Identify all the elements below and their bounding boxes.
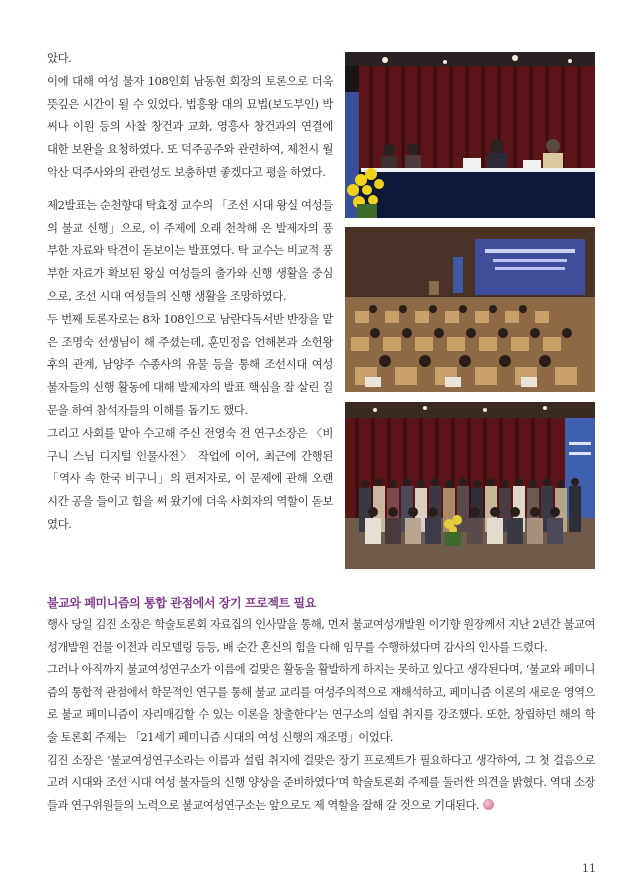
left-paragraph-2: 제2발표는 순천향대 탁효정 교수의 「조선 시대 왕실 여성들의 불교 신행」으로, 이 주제에 오래 천착해 온 발제자의 풍부한 자료와 탁견이 돋보이는 발표였다. 탁 교수는 비교적 풍부한 자료가 확보된 왕실 여성들의 출가와 신행 생활을 중심으로, 조선 시대 여성들의 신행 생활을 조망하였다. 두 번째 토론자로는 8차 108인으로 남란다독서반 반장을 맡은 조명숙 선생님이 해 주셨는데, 훈민정음 언해본과 소헌왕후의 관계, 남양주 수종사의 유물 등을 통해 조선시대 여성 불자들의 신행 활동에 대해 발제자의 발표 핵심을 잘 살린 질문을 하여 참석자들의 이해를 돕기도 했다. 그리고 사회를 맡아 수고해 주신 전영숙 전 연구소장은 〈비구니 스님 디지털 인물사전〉 작업에 이어, 최근에 간행된 「역사 속 한국 비구니」의 편저자로, 이 문제에 관해 오랜 시간 공을 들이고 힘을 써 왔기에 더욱 사회자의 역할이 돋보였다. xyxy=(47,197,333,531)
section-paragraph xyxy=(47,614,595,817)
left-text-column xyxy=(47,47,333,536)
section-body xyxy=(47,614,595,817)
photo-group xyxy=(345,402,595,569)
end-mark-icon xyxy=(483,799,494,810)
section-heading: 불교와 페미니즘의 통합 관점에서 장기 프로젝트 필요 xyxy=(47,596,316,610)
left-paragraph-1: 았다. 이에 대해 여성 불자 108인회 남동현 회장의 토론으로 더욱 뜻깊은 시간이 될 수 있었다. 법흥왕 대의 묘법(보도부인) 박씨나 이원 등의 사찰 창건과 교화, 영흥사 창건과의 연결에 대한 보완을 요청하였다. 또 덕주공주와 관련하여, 제천시 월악산 덕주사와의 관련성도 보충하면 좋겠다고 평을 하였다. xyxy=(47,51,333,179)
photo-audience-hall xyxy=(345,227,595,392)
page-number: 11 xyxy=(582,862,596,875)
section-paragraph-text: 행사 당일 김진 소장은 학술토론회 자료집의 인사말을 통해, 먼저 불교여성개발원 이기향 원장께서 지난 2년간 불교여성개발원 건물 이전과 리모델링 등등, 배 순간 혼신의 힘을 다해 임무를 수행하셨다며 감사의 인사를 드렸다. 그러나 아직까지 불교여성연구소가 이름에 걸맞은 활동을 활발하게 하지는 못하고 있다고 생각된다며, ‘불교와 페미니즘의 통합적 관점에서 학문적인 연구를 통해 불교 교리를 여성주의적으로 재해석하고, 페미니즘 이론의 새로운 영역으로 불교 페미니즘이 자리매김할 수 있는 이론을 창출한다’는 연구소의 설립 취지를 강조했다. 또한, 창립하던 해의 학술 토론회 주제는 「21세기 페미니즘 시대의 여성 신행의 재조명」이었다. 김진 소장은 ‘불교여성연구소라는 이름과 설립 취지에 걸맞은 장기 프로젝트가 필요하다고 생각하여, 그 첫 걸음으로 고려 시대와 조선 시대 여성 불자들의 신행 양상을 준비하였다’며 학술토론회 주제를 둘러싼 의견을 밝혔다. 역대 소장들과 연구위원들의 노력으로 불교여성연구소는 앞으로도 제 역할을 잘해 갈 것으로 기대된다. xyxy=(47,618,595,812)
photo-panel-discussion xyxy=(345,52,595,218)
